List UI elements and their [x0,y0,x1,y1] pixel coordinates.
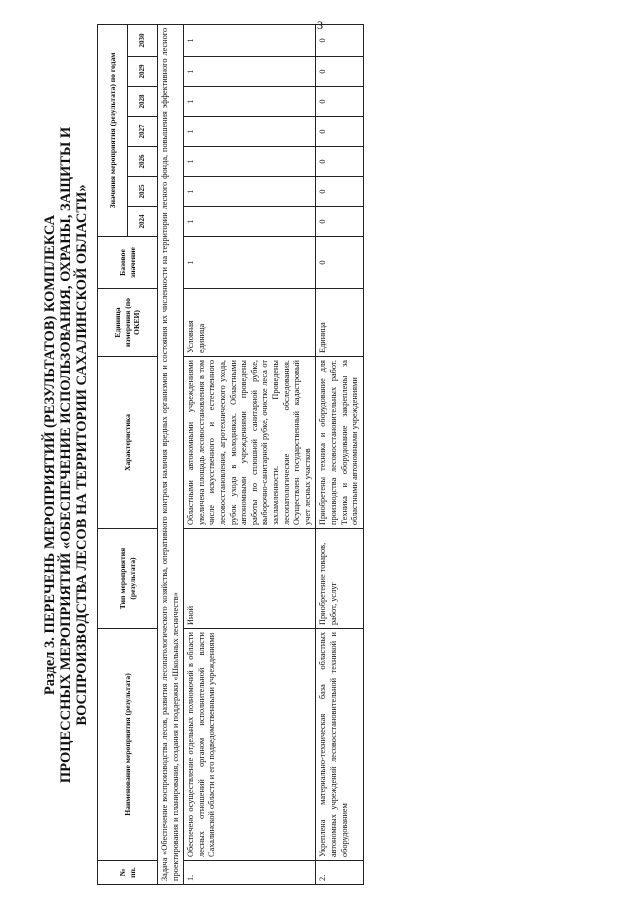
header-year-2030: 2030 [128,24,158,56]
table-row [184,24,316,884]
row-2-value-2029: 0 [316,57,363,87]
task-description: Задача «Обеспечение воспроизводства лесов, развития лесопатологического хозяйства, оперативного контроля наличия вредных организмов и состояния их численности на территории лесного фонда, повышения эффективного лесного проектирования и планирования, создания и поддержки «Школьных лесничеств» [158,24,184,884]
row-2-base: 0 [316,237,363,289]
row-2-value-2026: 0 [316,147,363,177]
row-2-value-2027: 0 [316,117,363,147]
header-characteristic: Характеристика [98,357,158,529]
section-title-line-1: Раздел 3. ПЕРЕЧЕНЬ МЕРОПРИЯТИЙ (РЕЗУЛЬТАТОВ) КОМПЛЕКСА [42,214,58,696]
header-year-2025: 2025 [128,177,158,207]
row-2-value-2024: 0 [316,207,363,237]
row-1-type: Иной [184,529,316,629]
row-2-value-2028: 0 [316,87,363,117]
page-number: 3 [317,18,323,32]
row-2-unit: Единица [316,289,363,357]
row-1-base: 1 [184,237,316,289]
header-year-2026: 2026 [128,147,158,177]
row-1-value-2024: 1 [184,207,316,237]
row-1-value-2030: 1 [184,24,316,56]
section-title-line-3: ВОСПРОИЗВОДСТВА ЛЕСОВ НА ТЕРРИТОРИИ САХАЛИНСКОЙ ОБЛАСТИ» [74,184,90,726]
row-2-characteristic: Приобретены техника и оборудование для производства лесовосстановительных работ. Техника и оборудование закреплены за областными автономными учреждениями [316,357,363,529]
row-1-num: 1. [184,861,316,885]
header-unit: Единица измерения (по ОКЕИ) [98,289,158,357]
header-name: Наименование мероприятия (результата) [98,629,158,861]
row-1-characteristic: Областными автономными учреждениями увеличена площадь лесовосстановления в том числе искусственного и естественного лесовосстановления, агротехнического ухода, рубок ухода в молодняках. Областными автономными учреждениями проведены работы по сплошной санитарной рубке, выборочно-санитарной рубке, очистке леса от захламленности. Проведены лесопатологические обследования. Осуществлен государственный кадастровый учет лесных участков [184,357,316,529]
header-type: Тип мероприятия (результата) [98,529,158,629]
row-2-type: Приобретение товаров, работ, услуг [316,529,363,629]
row-1-value-2027: 1 [184,117,316,147]
header-year-2028: 2028 [128,87,158,117]
measures-table [97,24,364,885]
header-values-by-year: Значения мероприятия (результата) по годам [98,24,128,236]
row-1-value-2029: 1 [184,57,316,87]
header-base-value: Базовое значение [98,237,158,289]
row-1-name: Обеспечено осуществление отдельных полномочий в области лесных отношений органом исполнительной власти Сахалинской области и его подведомственными учреждениями [184,629,316,861]
row-2-num: 2. [316,861,363,885]
header-year-2029: 2029 [128,57,158,87]
row-1-value-2028: 1 [184,87,316,117]
table-row [316,24,363,884]
row-2-name: Укреплена материально-техническая база областных автономных учреждений лесовосстановительной техникой и оборудованием [316,629,363,861]
row-2-value-2025: 0 [316,177,363,207]
row-2-value-2030: 0 [316,24,363,56]
header-num: № пп. [98,861,158,885]
row-1-value-2026: 1 [184,147,316,177]
rotated-landscape-page [42,25,587,885]
section-title-line-2: ПРОЦЕССНЫХ МЕРОПРИЯТИЙ «ОБЕСПЕЧЕНИЕ ИСПОЛЬЗОВАНИЯ, ОХРАНЫ, ЗАЩИТЫ И [58,126,74,784]
header-year-2027: 2027 [128,117,158,147]
row-1-unit: Условная единица [184,289,316,357]
row-1-value-2025: 1 [184,177,316,207]
header-year-2024: 2024 [128,207,158,237]
